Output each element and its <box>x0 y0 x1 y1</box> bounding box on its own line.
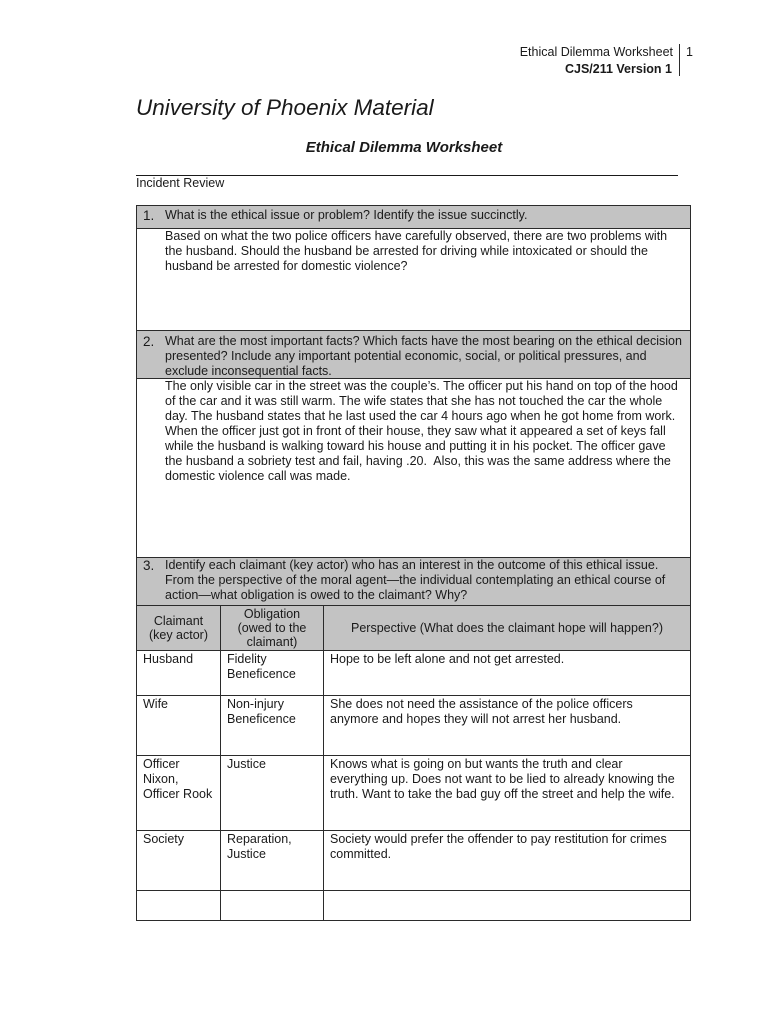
claimant-line: Society <box>143 832 184 846</box>
answer-line: domestic violence call was made. <box>165 469 351 483</box>
prompt-line: From the perspective of the moral agent—the individual contemplating an ethical course of <box>165 573 666 587</box>
perspective-cell <box>323 695 691 756</box>
claimant-column-header <box>136 605 221 651</box>
empty-perspective-cell <box>323 890 691 921</box>
prompt-line: What is the ethical issue or problem? Identify the issue succinctly. <box>165 208 528 222</box>
prompt-line: What are the most important facts? Which facts have the most bearing on the ethical decision <box>165 334 682 348</box>
perspective-line: committed. <box>330 847 392 861</box>
header-line: (key actor) <box>148 628 209 642</box>
claimant-cell <box>136 755 221 831</box>
obligation-line: Reparation, <box>227 832 292 846</box>
question-1-number: 1. <box>143 208 155 223</box>
question-1-answer <box>136 228 691 331</box>
empty-obligation-cell <box>220 890 324 921</box>
answer-line: The only visible car in the street was the couple’s. The officer put his hand on top of the hood <box>165 379 678 393</box>
perspective-cell <box>323 830 691 891</box>
page-number: 1 <box>686 45 693 59</box>
obligation-cell <box>220 755 324 831</box>
header-line: claimant) <box>246 635 298 649</box>
question-2-number: 2. <box>143 334 155 349</box>
obligation-line: Justice <box>227 847 266 861</box>
worksheet-title: Ethical Dilemma Worksheet <box>305 139 503 156</box>
claimant-line: Husband <box>143 652 194 666</box>
answer-line: Based on what the two police officers have carefully observed, there are two problems with <box>165 229 668 243</box>
answer-line: while the husband is walking toward his house and putting it in his pocket. The officer gave <box>165 439 666 453</box>
header-line: Claimant <box>153 614 204 628</box>
perspective-line: Society would prefer the offender to pay restitution for crimes <box>330 832 667 846</box>
answer-line: of the car and it was still warm. The wife states that she has not touched the car the whole <box>165 394 663 408</box>
answer-text <box>165 379 678 484</box>
claimant-cell <box>136 695 221 756</box>
running-header-title: Ethical Dilemma Worksheet <box>519 45 673 59</box>
question-3-number: 3. <box>143 558 155 573</box>
claimant-cell <box>136 650 221 696</box>
obligation-line: Beneficence <box>227 712 296 726</box>
prompt-line: Identify each claimant (key actor) who has an interest in the outcome of this ethical issue. <box>165 558 659 572</box>
answer-line: day. The husband states that he last used the car 4 hours ago when he got home from work. <box>165 409 676 423</box>
claimant-line: Officer Rook <box>143 787 213 801</box>
question-3-prompt <box>165 558 665 603</box>
claimant-line: Wife <box>143 697 168 711</box>
obligation-line: Non-injury <box>227 697 284 711</box>
header-divider <box>679 44 680 76</box>
perspective-column-header <box>323 605 691 651</box>
question-2-answer <box>136 378 691 558</box>
claimant-cell <box>136 830 221 891</box>
answer-line: When the officer just got in front of their house, they saw what it appeared a set of keys fall <box>165 424 666 438</box>
prompt-line: presented? Include any important potential economic, social, or political pressures, and <box>165 349 647 363</box>
perspective-line: She does not need the assistance of the police officers <box>330 697 633 711</box>
university-title: University of Phoenix Material <box>136 95 434 120</box>
answer-line: husband be arrested for domestic violence? <box>165 259 408 273</box>
perspective-cell <box>323 755 691 831</box>
header-line: Perspective (What does the claimant hope will happen?) <box>351 621 663 635</box>
question-1-row <box>136 205 691 229</box>
answer-line: the husband. Should the husband be arrested for driving while intoxicated or should the <box>165 244 648 258</box>
perspective-line: anymore and hopes they will not arrest her husband. <box>330 712 622 726</box>
question-3-row <box>136 557 691 606</box>
course-version: CJS/211 Version 1 <box>564 62 672 76</box>
section-label: Incident Review <box>136 176 225 190</box>
answer-text <box>165 229 667 274</box>
prompt-line: action—what obligation is owed to the claimant? Why? <box>165 588 468 602</box>
prompt-line: exclude inconsequential facts. <box>165 364 332 378</box>
header-line: Obligation <box>243 607 301 621</box>
obligation-line: Beneficence <box>227 667 296 681</box>
header-line: (owed to the <box>237 621 307 635</box>
question-2-prompt <box>165 334 682 379</box>
obligation-cell <box>220 650 324 696</box>
perspective-cell <box>323 650 691 696</box>
perspective-line: truth. Want to take the bad guy off the street and help the wife. <box>330 787 675 801</box>
obligation-cell <box>220 695 324 756</box>
answer-line: the husband a sobriety test and fail, having .20. Also, this was the same address where the <box>165 454 671 468</box>
obligation-column-header <box>220 605 324 651</box>
obligation-line: Fidelity <box>227 652 267 666</box>
obligation-cell <box>220 830 324 891</box>
question-2-row <box>136 330 691 379</box>
perspective-line: everything up. Does not want to be lied to already knowing the <box>330 772 675 786</box>
obligation-line: Justice <box>227 757 266 771</box>
empty-claimant-cell <box>136 890 221 921</box>
question-1-prompt <box>165 208 527 223</box>
claimant-line: Nixon, <box>143 772 179 786</box>
claimant-line: Officer <box>143 757 180 771</box>
perspective-line: Knows what is going on but wants the truth and clear <box>330 757 623 771</box>
perspective-line: Hope to be left alone and not get arrested. <box>330 652 565 666</box>
